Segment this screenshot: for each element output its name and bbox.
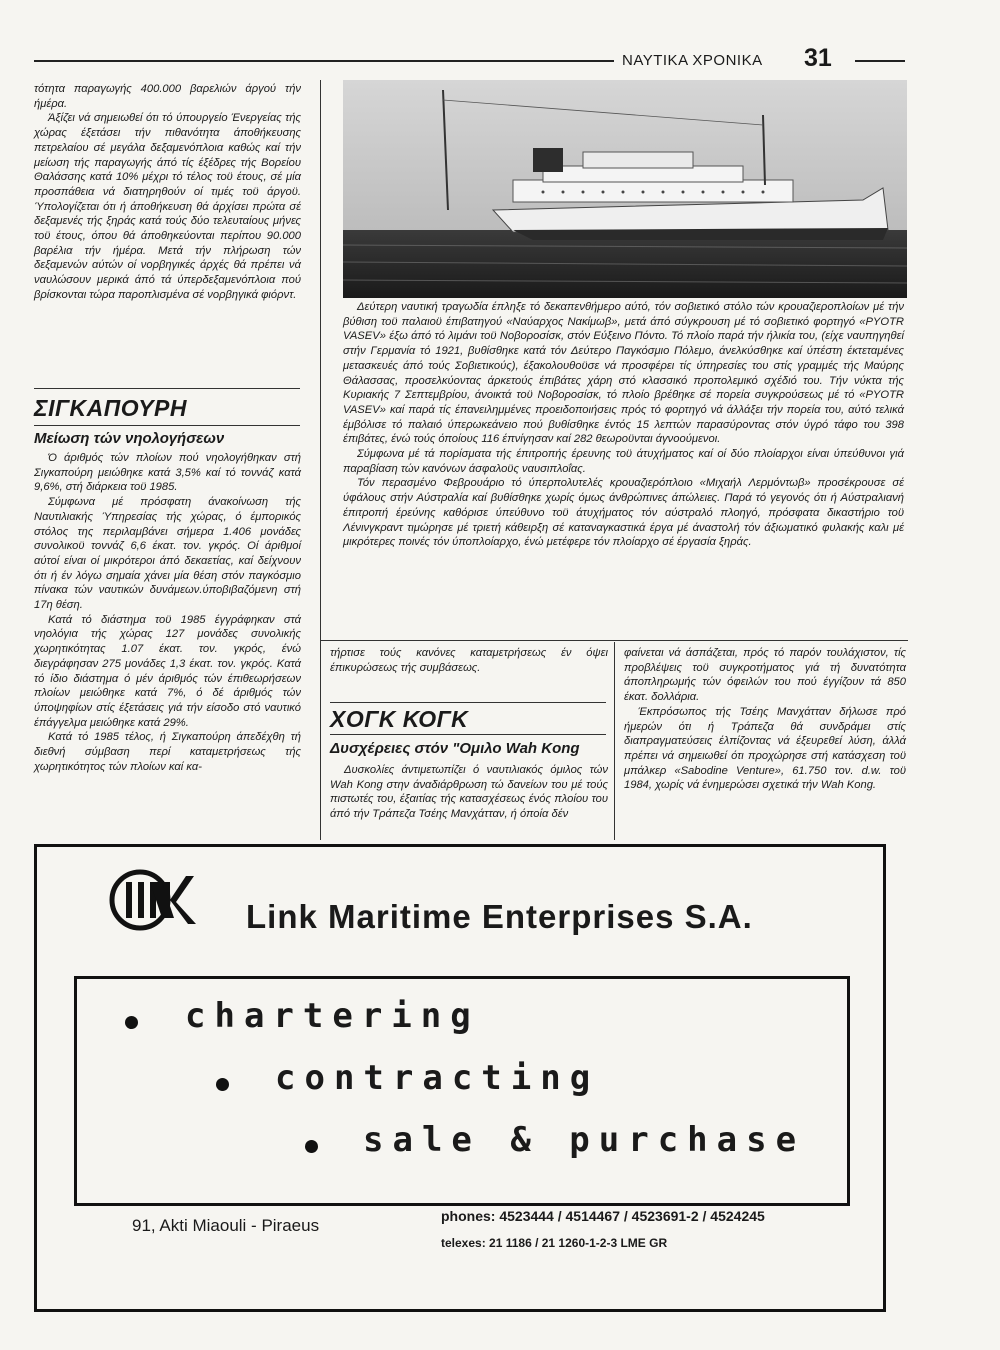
service-chartering: chartering	[185, 996, 480, 1036]
service-contracting: contracting	[275, 1058, 600, 1098]
right-column	[624, 646, 906, 793]
bullet-icon	[125, 1016, 138, 1029]
section-title-singapore: ΣΙΓΚΑΠΟΥΡΗ	[34, 395, 187, 421]
subtitle-singapore: Μείωση τών νηολογήσεων	[34, 430, 225, 447]
magazine-title: ΝΑΥΤΙΚΑ ΧΡΟΝΙΚΑ	[622, 52, 763, 69]
photo-caption	[343, 300, 904, 550]
ship-illustration	[343, 80, 907, 298]
continuation-text: τήρτισε τούς κανόνες καταμετρήσεως έν όψει έπικυρώσεως τής συμβάσεως.	[330, 647, 608, 674]
section-rule	[330, 734, 606, 735]
intro-paragraph: Άξίζει νά σημειωθεί ότι τό ύπουργείο Ένεργείας τής χώρας έξετάσει τήν πιθανότητα άποθήκευσης πετρελαίου σέ μεγάλα δεξαμενόπλοια καθώς καί τήν μείωση τής παραγωγής άπό τίς έξέδρες τής Βορείου Θαλάσσης κατά 10% μέχρι τό τέλος τοϋ έτους, σέ μία προσπάθεια νά διατηρηθούν οί τιμές τοϋ άργοϋ. Ύπολογίζεται ότι ή άποθήκευση θά άρχίσει πρώτα σέ δεξαμενές τής ξηράς κατά τούς δύο τελευταίους μήνες τοϋ έτους, όπου θά άποθηκεύονται περίπου 90.000 βαρέλια τήν ήμέρα. Μετά τήν πλήρωση τών δεξαμενών αύτών οί νορβηγικές άρχές θά πρέπει νά ναυλώσουν μερικά άπό τά ύπερδεξαμενόπλοια πού βρίσκονται τώρα παροπλισμένα σέ νορβηγικά φιόρντ.	[34, 112, 301, 301]
body-paragraph: Κατά τό διάστημα τοϋ 1985 έγγράφηκαν στά νηολόγια τής χώρας 127 μονάδες συνολικής χωρητικότητας 1.07 έκατ. τον. γκρός, ένώ διεγράφησαν 275 μονάδες 1,3 έκατ. τον. γκρός. Κατά τό ίδιο διάστημα ό μέν άριθμός τών έπιθεωρήσεων πλοίων μειώθηκε κατά 7%, ό δέ άριθμός τών ύποψηφίων στίς έξετάσεις γιά τήν είσοδο στό ναυτικό έπάγγελμα μειώθηκε κατά 29%.	[34, 613, 301, 729]
section-title-hongkong: ΧΟΓΚ ΚΟΓΚ	[330, 706, 469, 732]
caption-bottom-rule	[320, 640, 908, 641]
body-paragraph: Κατά τό 1985 τέλος, ή Σιγκαπούρη άπεδέχθη τή διεθνή σύμβαση περί καταμετρήσεως τής χωρητικότητος τών πλοίων καί κα-	[34, 731, 301, 773]
body-paragraph: Ό άριθμός τών πλοίων πού νηολογήθηκαν στή Σιγκαπούρη μειώθηκε κατά 3,5% καί τό τοννάζ κατά 9,6%, στή διάρκεια τοϋ 1985.	[34, 452, 301, 494]
ship-photo	[343, 80, 907, 298]
bullet-icon	[305, 1140, 318, 1153]
company-address: 91, Akti Miaouli - Piraeus	[132, 1216, 320, 1235]
logo-text: LINK	[106, 862, 109, 863]
intro-paragraph: τότητα παραγωγής 400.000 βαρελιών άργού τήν ήμέρα.	[34, 83, 301, 110]
left-intro	[34, 82, 301, 303]
link-logo-icon	[106, 862, 216, 932]
bullet-icon	[216, 1078, 229, 1091]
left-body	[34, 451, 301, 774]
column-divider	[320, 80, 321, 840]
section-rule	[34, 388, 300, 389]
page-number: 31	[804, 44, 832, 72]
header-rule-right	[855, 60, 905, 62]
caption-paragraph: Σύμφωνα μέ τά πορίσματα τής έπιτροπής έρευνης τοϋ άτυχήματος καί οί δύο πλοίαρχοι είναι ύπεύθυνοι γιά παραβίαση τών κανόνων άσφαλοϋς ναυσιπλοΐας.	[343, 448, 904, 475]
company-telexes: telexes: 21 1186 / 21 1260-1-2-3 LME GR	[441, 1236, 668, 1250]
company-phones: phones: 4523444 / 4514467 / 4523691-2 / 4524245	[441, 1208, 765, 1224]
caption-paragraph: Τόν περασμένο Φεβρουάριο τό ύπερπολυτελές κρουαζιερόπλοιο «Μιχαήλ Λερμόντωβ» προσέκρουσε σέ ύφάλους στήν Αύστραλία καί βυθίσθηκε χωρίς όμως άνθρώπινες άπώλειες. Παρά τό γεγονός ότι ή Αύστραλιανή έπιτροπή έρεύνης καθόρισε ύπεύθυνο τοϋ άτυχήματος τόν αύστραλό πλοηγό, πρόσφατα δικαστήριο τοϋ Λένινγκραντ τιμώρησε μέ τριετή κάθειρξη σέ καταναγκαστικά έργα μέ άναστολή τόν άξιωματικό φυλακής καλι μέ μικρότερες ποινές τόν ύποπλοίαρχο, ένώ μετέφερε τόν πλοίαρχο σέ έργασία ξηράς.	[343, 477, 904, 549]
service-sale-purchase: sale & purchase	[363, 1120, 806, 1160]
middle-body	[330, 763, 608, 822]
subtitle-hongkong: Δυσχέρειες στόν "Ομιλο Wah Kong	[330, 740, 580, 757]
body-paragraph: φαίνεται νά άσπάζεται, πρός τό παρόν τουλάχιστον, τίς προβλέψεις τοϋ συγκροτήματος γιά τή δυνατότητα άποπληρωμής τών όφειλών του πού έγγίζουν τά 850 έκατ. δολλάρια.	[624, 647, 906, 704]
caption-paragraph: Δεύτερη ναυτική τραγωδία έπληξε τό δεκαπενθήμερο αύτό, τόν σοβιετικό στόλο τών κρουαζιεροπλοίων μέ τήν βύθιση τοϋ παλαιοϋ έπιβατηγού «Ναύαρχος Νακίμωβ», μετά άπό σύγκρουση μέ τό σοβιετικό φορτηγό «PYOTR VASEV» έξω άπό τό λιμάνι τοϋ Νοβοροσίσκ, στόν Εύξεινο Πόντο. Τό πλοίο παρά τήν ήλικία του, (είχε ναυπηγηθεί στήν Γερμανία τό 1921, βυθίσθηκε κατά τόν Δεύτερο Παγκόσμιο Πόλεμο, άνελκύσθηκε καί ύπέστη έκτεταμένες μετασκευές άπό τούς Σοβιετικούς), έξακολουθοϋσε νά προσφέρει τίς ύπηρεσίες του στίς γραμμές τής Μαύρης Θάλασσας, προσελκύοντας άρκετούς έπιβάτες χάρη στό κλασσικό προπολεμικό σχέδιό του. Τήν νύκτα τής Κυριακής 7 Σεπτεμβρίου, άνοικτά τοϋ Νοβοροσίσκ, τό πλοίο βρέθηκε σέ πορεία συγκρούσεως μέ τό «PYOTR VASEV» καί παρά τίς έπανειλημμένες προειδοποιήσεις πρός τό φορτηγό νά άλλάξει τήν πορεία του, αύτό τελικά έμβόλισε τό παλαιό ύπερωκεάνειο πού βυθίσθηκε έντός 15 λεπτών παρασύροντας στόν ύγρό τάφο του 398 έπιβάτες, ένώ τούς όποίους 116 έπνίγησαν καί 282 θεωροϋνται άγνοούμενοι.	[343, 301, 904, 446]
body-paragraph: Δυσκολίες άντιμετωπίζει ό ναυτιλιακός όμιλος τών Wah Kong στην άναδιάρθρωση τώ δανείων του μέ τούς πιστωτές του, έξαιτίας τής κατασχέσεως ένός πλοίου του άπό τήν Τράπεζα Τσέης Μανχάτταν, ή όποία δέν	[330, 764, 608, 821]
column-divider	[614, 642, 615, 840]
middle-continuation	[330, 646, 608, 675]
company-name: Link Maritime Enterprises S.A.	[246, 898, 753, 935]
header-rule-left	[34, 60, 614, 62]
body-paragraph: Σύμφωνα μέ πρόσφατη άνακοίνωση τής Ναυτιλιακής Ύπηρεσίας τής χώρας, ό έμπορικός στόλος της περιλαμβάνει σήμερα 1.406 μονάδες συνολικοϋ τοννάζ 6,6 έκατ. τον. γκρός. Οί άριθμοί αύτοί είναι οί μικρότεροι άπό δεκαετίας, καί δείχνουν ότι ή έν λόγω σημαία χάνει μία θέση στόν παγκόσμιο πίνακα τών ναυτικών δυνάμεων.ύποβιβαζόμενη στή 17η θέση.	[34, 496, 301, 612]
section-rule	[330, 702, 606, 703]
body-paragraph: Έκπρόσωπος τής Τσέης Μανχάτταν δήλωσε πρό ήμερών ότι ή Τράπεζα θά συνδράμει στίς διαπραγματεύσεις έλπίζοντας νά έξευρεθεί λύση, άλλά πρέπει νά σημειωθεί ότι προχώρησε στή κατάσχεση τοϋ μπάλκερ «Sabodine Venture», 61.750 τον. d.w. τοϋ 1984, χωρίς νά ένημερώσει σχετικά τήν Wah Kong.	[624, 705, 906, 792]
section-rule	[34, 425, 300, 426]
